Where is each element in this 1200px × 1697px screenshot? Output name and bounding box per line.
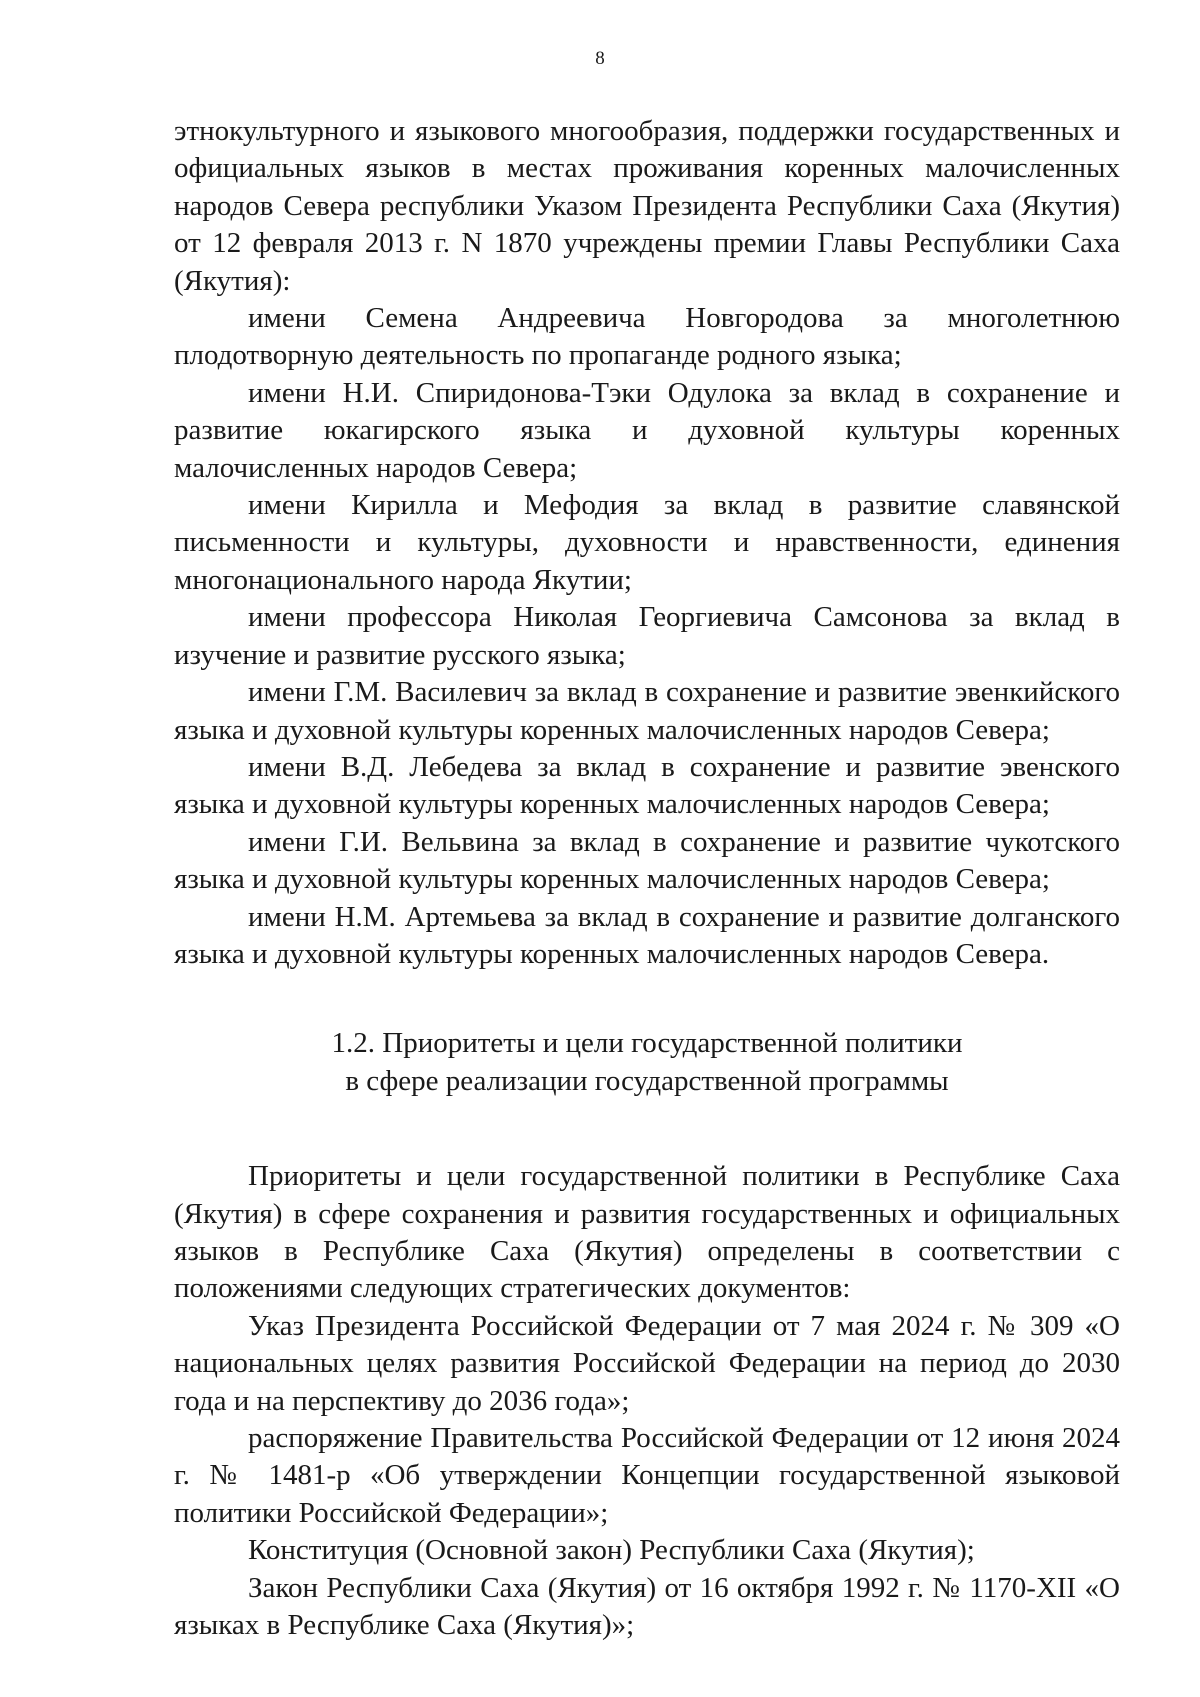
section-heading-line2: в сфере реализации государственной программы <box>345 1064 949 1097</box>
award-item: имени В.Д. Лебедева за вклад в сохранение и развитие эвенского языка и духовной культуры коренных малочисленных народов Севера; <box>174 750 1120 821</box>
page-number: 8 <box>595 48 605 69</box>
award-item: имени Семена Андреевича Новгородова за многолетнюю плодотворную деятельность по пропаганде родного языка; <box>174 302 1120 372</box>
intro-paragraph: этнокультурного и языкового многообразия, поддержки государственных и официальных языков в местах проживания коренных малочисленных народов Севера республики Указом Президента Республики Саха (Якутия) от 12 февраля 2013 г. N 1870 учреждены премии Главы Республики Саха (Якутия): <box>174 115 1120 297</box>
award-item: имени Г.И. Вельвина за вклад в сохранение и развитие чукотского языка и духовной культуры коренных малочисленных народов Севера; <box>174 825 1120 896</box>
section-heading-line1: 1.2. Приоритеты и цели государственной политики <box>331 1027 963 1060</box>
section-heading <box>174 1025 1120 1100</box>
section-paragraph: Конституция (Основной закон) Республики Саха (Якутия); <box>248 1534 975 1567</box>
section-paragraph: Указ Президента Российской Федерации от 7 мая 2024 г. № 309 «О национальных целях развития Российской Федерации на период до 2030 года и на перспективу до 2036 года»; <box>174 1309 1120 1417</box>
section-paragraph: Приоритеты и цели государственной политики в Республике Саха (Якутия) в сфере сохранения и развития государственных и официальных языков в Республике Саха (Якутия) определены в соответствии с положениями следующих стратегических документов: <box>174 1160 1120 1305</box>
award-item: имени Г.М. Василевич за вклад в сохранение и развитие эвенкийского языка и духовной культуры коренных малочисленных народов Севера; <box>174 676 1120 746</box>
section-body <box>174 1158 1120 1644</box>
section-paragraph: Закон Республики Саха (Якутия) от 16 октября 1992 г. № 1170-XII «О языках в Республике Саха (Якутия)»; <box>174 1571 1120 1642</box>
awards-list <box>174 300 1120 973</box>
award-item: имени Н.И. Спиридонова-Тэки Одулока за вклад в сохранение и развитие юкагирского языка и духовной культуры коренных малочисленных народов Севера; <box>174 376 1120 484</box>
document-body <box>174 113 1120 1644</box>
section-paragraph: распоряжение Правительства Российской Федерации от 12 июня 2024 г. № 1481-р «Об утверждении Концепции государственной языковой политики Российской Федерации»; <box>174 1422 1120 1529</box>
award-item: имени Н.М. Артемьева за вклад в сохранение и развитие долганского языка и духовной культуры коренных малочисленных народов Севера. <box>174 900 1120 970</box>
award-item: имени профессора Николая Георгиевича Самсонова за вклад в изучение и развитие русского языка; <box>174 601 1120 671</box>
award-item: имени Кирилла и Мефодия за вклад в развитие славянской письменности и культуры, духовности и нравственности, единения многонационального народа Якутии; <box>174 489 1120 596</box>
